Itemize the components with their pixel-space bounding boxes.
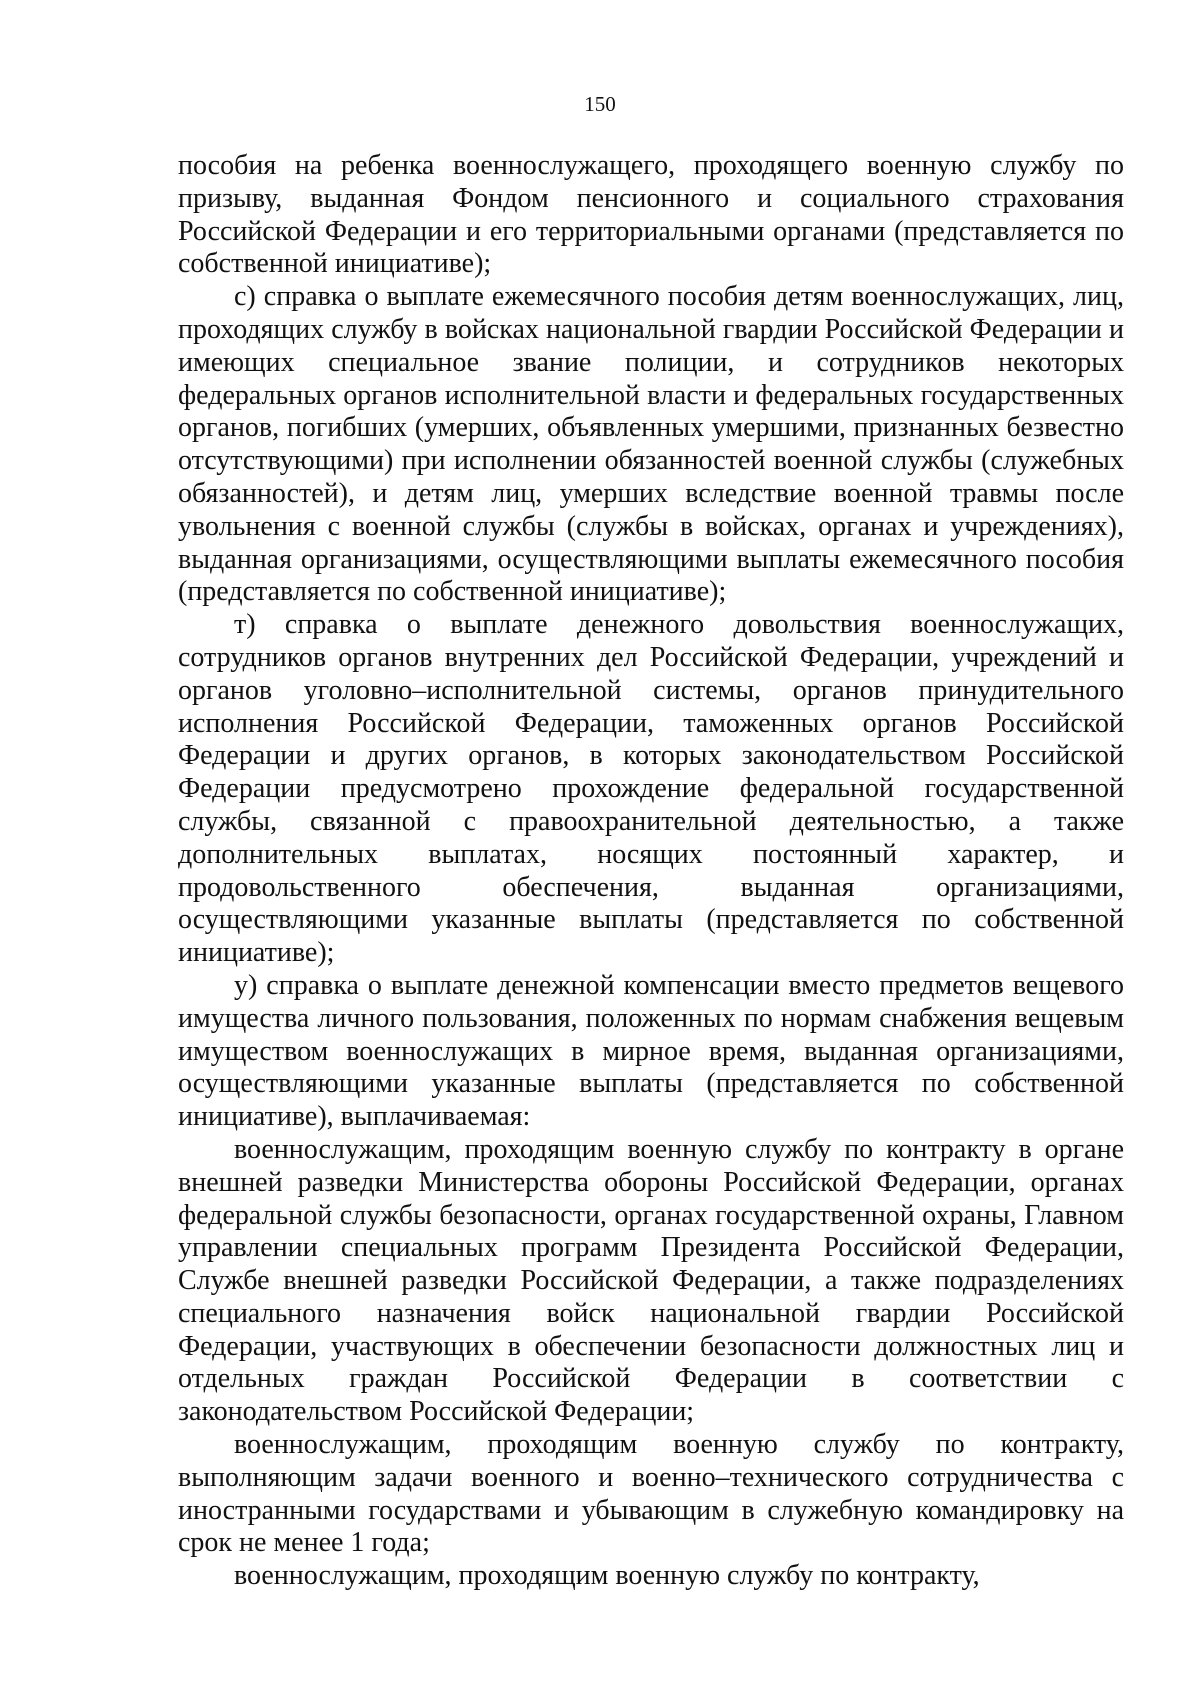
paragraph-item-t: т) справка о выплате денежного довольствия военнослужащих, сотрудников органов внутренних дел Российской Федерации, учреждений и органов уголовно–исполнительной системы, органов принудительного исполнения Российской Федерации, таможенных органов Российской Федерации и других органов, в которых законодательством Российской Федерации предусмотрено прохождение федеральной государственной службы, связанной с правоохранительной деятельностью, а также дополнительных выплатах, носящих постоянный характер, и продовольственного обеспечения, выданная организациями, осуществляющими указанные выплаты (представляется по собственной инициативе); xyxy=(178,609,1124,969)
paragraph-item-u: у) справка о выплате денежной компенсации вместо предметов вещевого имущества личного пользования, положенных по нормам снабжения вещевым имуществом военнослужащих в мирное время, выданная организациями, осуществляющими указанные выплаты (представляется по собственной инициативе), выплачиваемая: xyxy=(178,969,1124,1133)
body-text xyxy=(178,150,1124,1593)
paragraph-subitem-3: военнослужащим, проходящим военную службу по контракту, xyxy=(234,1560,980,1592)
page-number: 150 xyxy=(584,92,616,116)
paragraph-subitem-2: военнослужащим, проходящим военную службу по контракту, выполняющим задачи военного и военно–технического сотрудничества с иностранными государствами и убывающим в служебную командировку на срок не менее 1 года; xyxy=(178,1429,1124,1559)
paragraph-item-s: с) справка о выплате ежемесячного пособия детям военнослужащих, лиц, проходящих службу в войсках национальной гвардии Российской Федерации и имеющих специальное звание полиции, и сотрудников некоторых федеральных органов исполнительной власти и федеральных государственных органов, погибших (умерших, объявленных умершими, признанных безвестно отсутствующими) при исполнении обязанностей военной службы (служебных обязанностей), и детям лиц, умерших вследствие военной травмы после увольнения с военной службы (службы в войсках, органах и учреждениях), выданная организациями, осуществляющими выплаты ежемесячного пособия (представляется по собственной инициативе); xyxy=(178,281,1124,608)
paragraph-subitem-1: военнослужащим, проходящим военную службу по контракту в органе внешней разведки Министерства обороны Российской Федерации, органах федеральной службы безопасности, органах государственной охраны, Главном управлении специальных программ Президента Российской Федерации, Службе внешней разведки Российской Федерации, а также подразделениях специального назначения войск национальной гвардии Российской Федерации, участвующих в обеспечении безопасности должностных лиц и отдельных граждан Российской Федерации в соответствии с законодательством Российской Федерации; xyxy=(178,1133,1124,1428)
paragraph-continuation: пособия на ребенка военнослужащего, проходящего военную службу по призыву, выданная Фондом пенсионного и социального страхования Российской Федерации и его территориальными органами (представляется по собственной инициативе); xyxy=(178,150,1124,280)
